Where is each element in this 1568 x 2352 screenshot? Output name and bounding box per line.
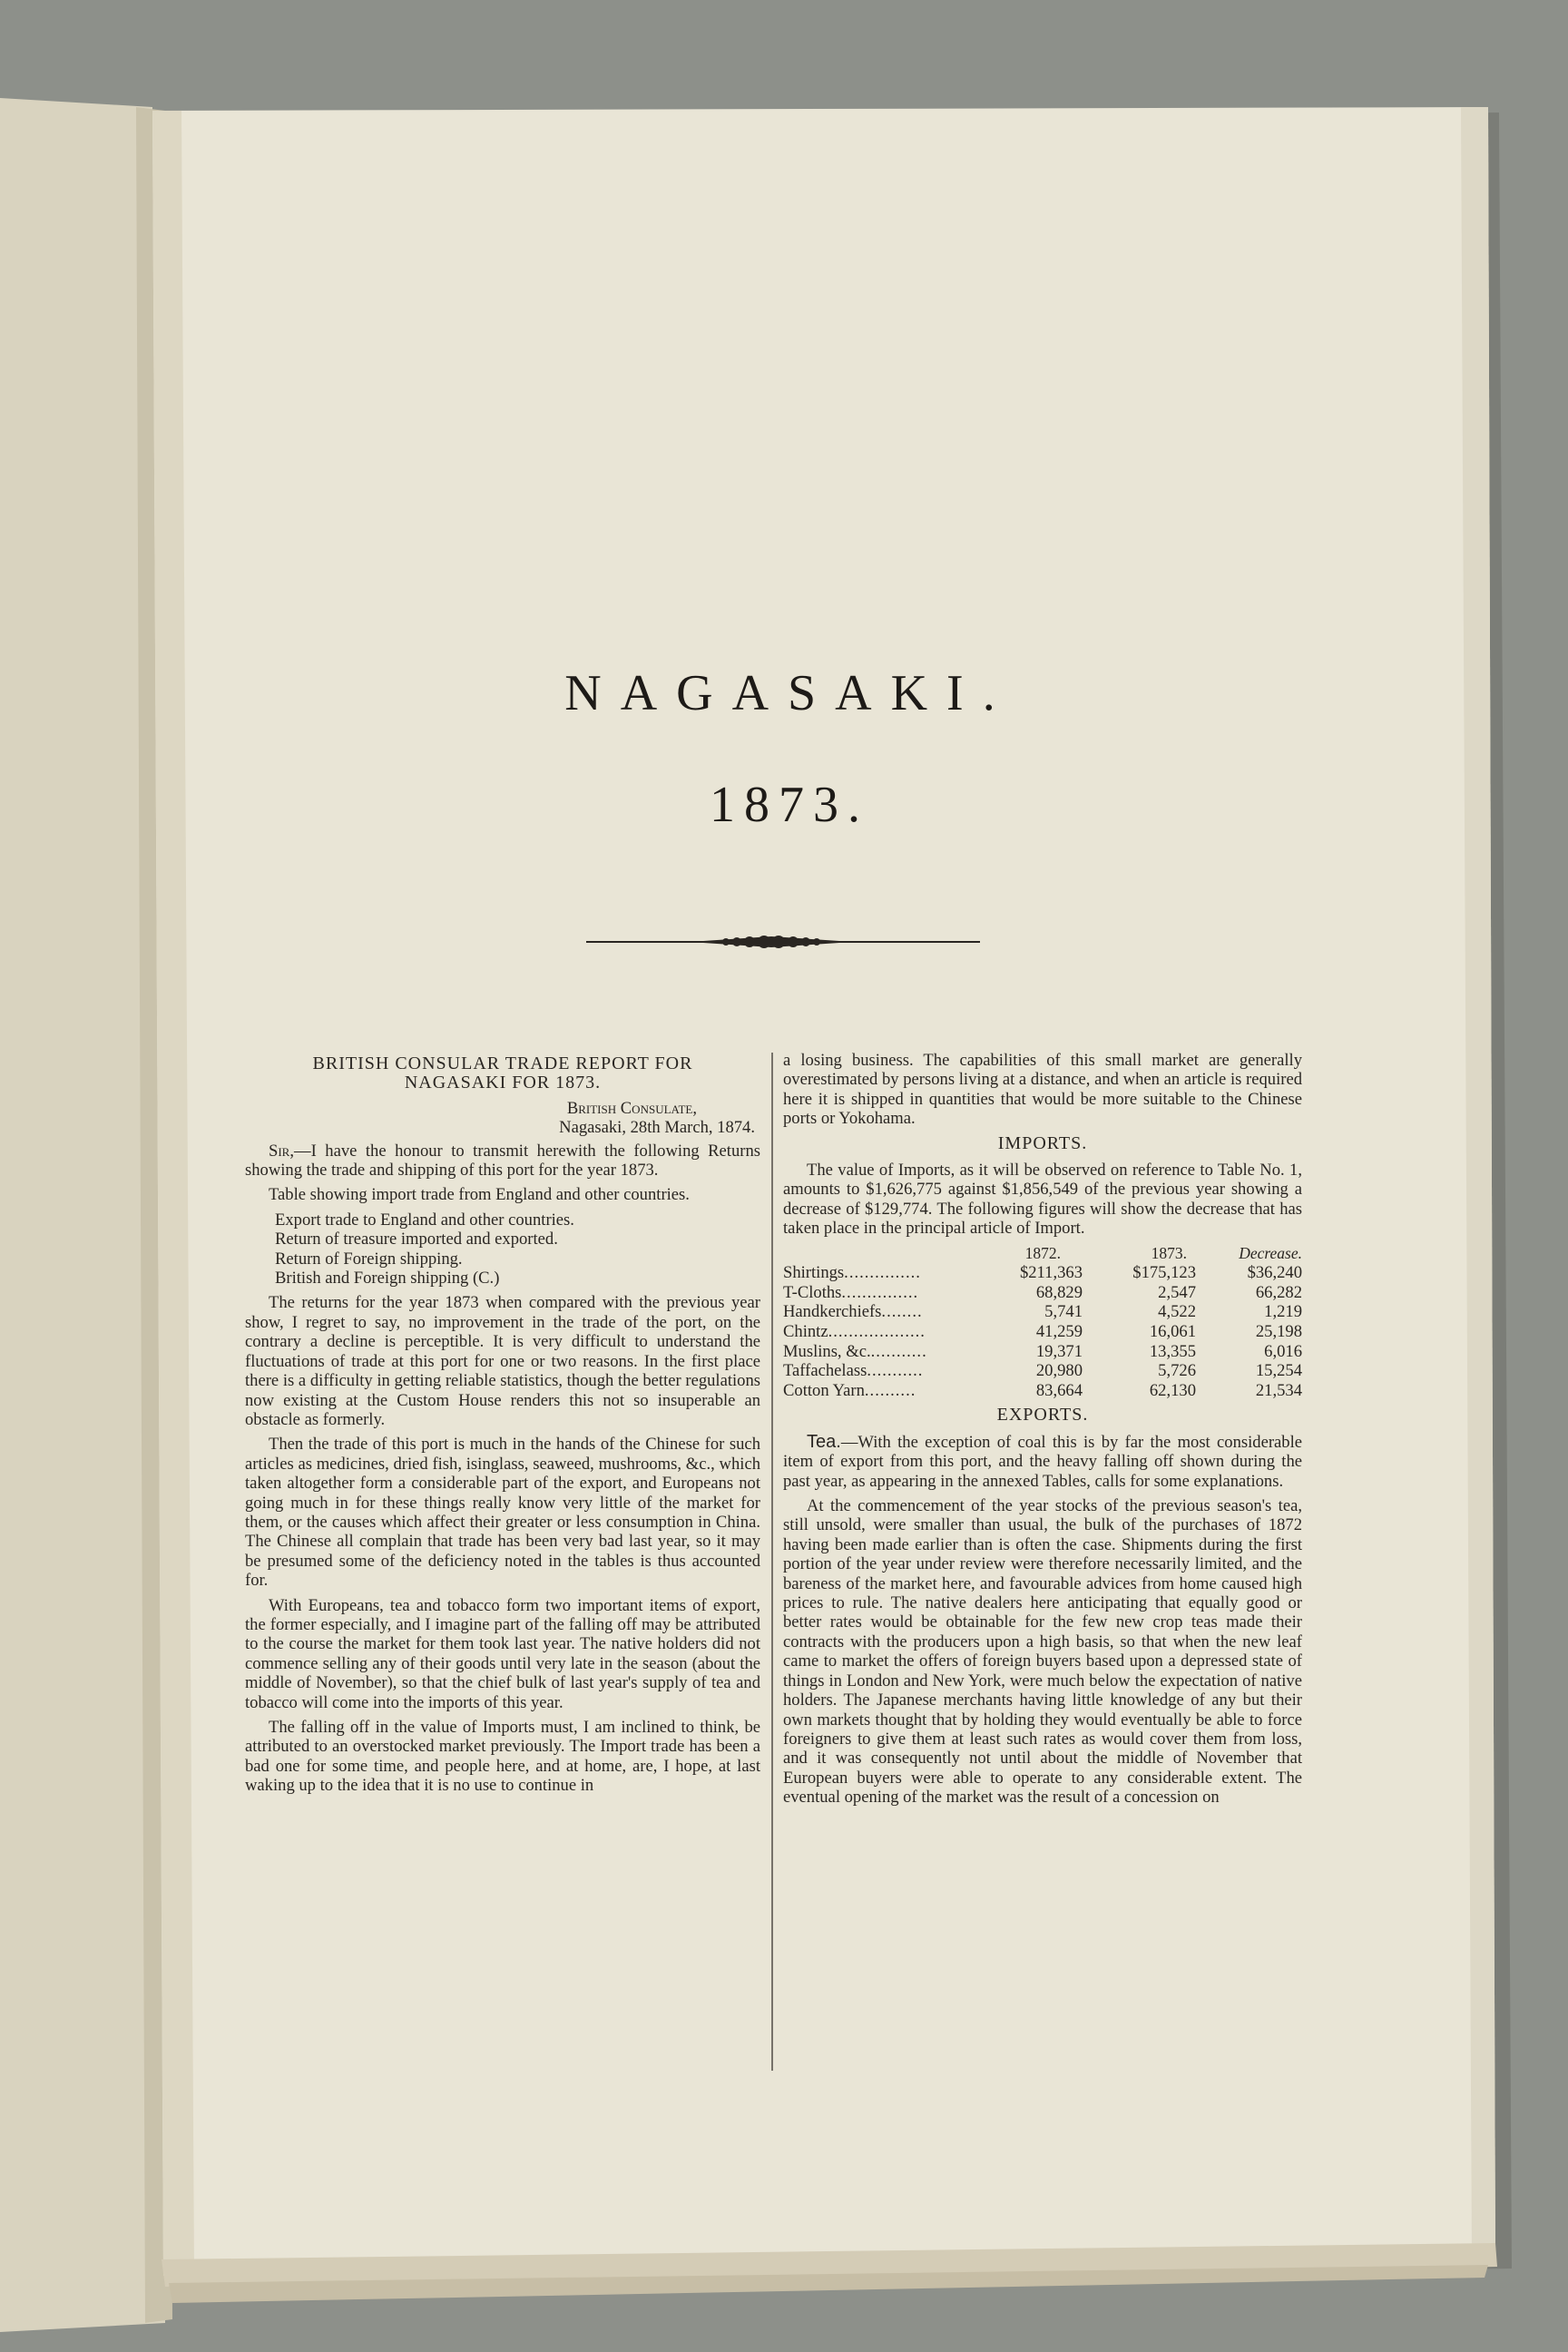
tea-label: Tea.	[807, 1431, 841, 1452]
paragraph: a losing business. The capabilities of this small market are generally overestimated by persons living at a distance, and when an article is required here it is shipped in quantities that would be more suitable to the Chinese ports or Yokohama.	[783, 1051, 1302, 1129]
paragraph-text: —I have the honour to transmit herewith the following Returns showing the trade and shipping of this port for the year 1873.	[245, 1141, 760, 1181]
column-header: Decrease.	[1239, 1243, 1302, 1262]
table-row	[783, 1361, 1302, 1381]
item-cell	[783, 1263, 978, 1283]
paragraph: The value of Imports, as it will be observed on reference to Table No. 1, amounts to $1,626,775 against $1,856,549 of the previous year showing a decrease of $129,774. The following figures will show the decrease that has taken place in the principal article of Import.	[783, 1161, 1302, 1239]
value-decrease: $36,240	[1247, 1263, 1302, 1283]
report-heading-line2: NAGASAKI FOR 1873.	[404, 1073, 602, 1093]
page-title: NAGASAKI.	[564, 665, 1014, 721]
item-cell	[783, 1342, 978, 1362]
returns-list	[275, 1210, 760, 1289]
leader-dots: ..........	[864, 1380, 916, 1400]
item-cell	[783, 1361, 978, 1381]
paragraph: With Europeans, tea and tobacco form two important items of export, the former especially, and I imagine part of the falling off may be attributed to the course the market for them took last year. The native holders did not commence selling any of their goods until very late in the season (about the middle of November), so that the chief bulk of last year's supply of tea and tobacco will come into the imports of this year.	[245, 1595, 760, 1712]
consulate-line: British Consulate,	[566, 1098, 697, 1118]
value-1873: 16,061	[1149, 1322, 1196, 1342]
list-item: Return of Foreign shipping.	[275, 1249, 463, 1269]
page-year: 1873.	[710, 777, 869, 833]
right-column	[783, 1051, 1302, 1813]
leader-dots: ...............	[844, 1263, 921, 1283]
list-item: British and Foreign shipping (C.)	[275, 1269, 500, 1289]
list-item: Export trade to England and other countries.	[275, 1210, 574, 1230]
paragraph: The returns for the year 1873 when compared with the previous year show, I regret to say, no improvement in the trade of the port, on the contrary a decline is perceptible. It is very difficult to understand the fluctuations of trade at this port for one or two reasons. In the first place there is a difficulty in getting reliable statistics, though the better regulations now existing at the Custom House renders this not so insuperable an obstacle as formerly.	[245, 1293, 760, 1429]
value-1872: 5,741	[1044, 1302, 1083, 1322]
item-name: T-Cloths	[783, 1282, 842, 1302]
value-1873: 2,547	[1158, 1282, 1196, 1302]
item-cell	[783, 1381, 978, 1401]
table-row	[783, 1283, 1302, 1303]
left-column	[245, 1051, 760, 1801]
value-1872: 41,259	[1035, 1322, 1083, 1342]
item-name: Shirtings	[783, 1263, 845, 1283]
leader-dots: ...........	[867, 1361, 924, 1381]
column-header: 1872.	[1024, 1243, 1061, 1262]
leader-dots: ........	[881, 1302, 923, 1322]
item-name: Cotton Yarn	[783, 1380, 865, 1400]
table-header-row	[783, 1244, 1302, 1264]
paragraph: Then the trade of this port is much in the hands of the Chinese for such articles as medicines, dried fish, isinglass, seaweed, mushrooms, &c., which taken altogether form a considerable part of the export, and Europeans not going much in for these things really know very little of the market for them, or the causes which affect their greater or less consumption in China. The Chinese all complain that trade has been very bad last year, so it may be presumed some of the deficiency noted in the tables is thus accounted for.	[245, 1435, 760, 1591]
table-row	[783, 1322, 1302, 1342]
paragraph-text: —With the exception of coal this is by far the most considerable item of export from this port, and the heavy falling off shown during the past year, as appearing in the annexed Tables, calls for some explanations.	[783, 1432, 1302, 1491]
value-1873: 13,355	[1149, 1341, 1196, 1361]
list-item: Return of treasure imported and exported.	[275, 1230, 558, 1250]
salutation-paragraph	[245, 1142, 760, 1181]
table-row	[783, 1302, 1302, 1322]
value-1872: $211,363	[1019, 1263, 1083, 1283]
value-decrease: 15,254	[1255, 1361, 1302, 1381]
value-decrease: 21,534	[1255, 1380, 1302, 1400]
column-header: 1873.	[1151, 1243, 1187, 1262]
item-cell	[783, 1283, 978, 1303]
value-decrease: 25,198	[1255, 1322, 1302, 1342]
item-cell	[783, 1322, 978, 1342]
report-heading-line1: BRITISH CONSULAR TRADE REPORT FOR	[312, 1054, 693, 1073]
imports-table	[783, 1244, 1302, 1401]
value-1872: 19,371	[1035, 1341, 1083, 1361]
item-name: Chintz	[783, 1322, 828, 1342]
value-1873: $175,123	[1132, 1263, 1196, 1283]
value-decrease: 66,282	[1255, 1282, 1302, 1302]
paragraph: Table showing import trade from England and other countries.	[269, 1185, 690, 1205]
salutation: Sir,	[269, 1141, 294, 1161]
table-row	[783, 1381, 1302, 1401]
table-row	[783, 1263, 1302, 1283]
value-1872: 68,829	[1035, 1282, 1083, 1302]
value-1873: 4,522	[1158, 1302, 1196, 1322]
value-1872: 20,980	[1035, 1361, 1083, 1381]
paragraph: At the commencement of the year stocks of the previous season's tea, still unsold, were smaller than usual, the bulk of the purchases of 1872 having been made earlier than is often the case. Shipments during the first portion of the year under review were therefore necessarily limited, and the bareness of the market here, and favourable advices from home caused high prices to rule. The native dealers here anticipating that equally good or better rates would be obtainable for the few new crop teas made their contracts with the producers upon a high basis, so that when the new leaf came to market the offers of foreign buyers based upon a depressed state of things in London and New York, were much below the expectation of native holders. The Japanese merchants having little knowledge of any but their own markets thought that by holding they would eventually be able to force foreigners to give them at least such rates as would cover them from loss, and it was consequently not until about the middle of November that European buyers were able to operate to any considerable extent. The eventual opening of the market was the result of a concession on	[783, 1496, 1302, 1808]
place-date-line: Nagasaki, 28th March, 1874.	[559, 1118, 755, 1138]
value-1873: 62,130	[1149, 1380, 1196, 1400]
item-name: Taffachelass	[783, 1361, 867, 1381]
value-decrease: 6,016	[1264, 1341, 1302, 1361]
imports-heading: IMPORTS.	[997, 1132, 1088, 1153]
value-1872: 83,664	[1035, 1380, 1083, 1400]
paragraph: The falling off in the value of Imports must, I am inclined to think, be attributed to an overstocked market previously. The Import trade has been a bad one for some time, and people here, and at home, are, I hope, at last waking up to the idea that it is no use to continue in	[245, 1718, 760, 1796]
value-1873: 5,726	[1158, 1361, 1196, 1381]
leader-dots: ...................	[828, 1322, 926, 1342]
item-name: Handkerchiefs	[783, 1302, 882, 1322]
value-decrease: 1,219	[1264, 1302, 1302, 1322]
item-name: Muslins, &c.	[783, 1341, 871, 1361]
table-row	[783, 1342, 1302, 1362]
leader-dots: ...............	[841, 1282, 919, 1302]
item-cell	[783, 1302, 978, 1322]
tea-paragraph	[783, 1433, 1302, 1491]
exports-heading: EXPORTS.	[996, 1405, 1089, 1426]
leader-dots: ...........	[870, 1341, 927, 1361]
